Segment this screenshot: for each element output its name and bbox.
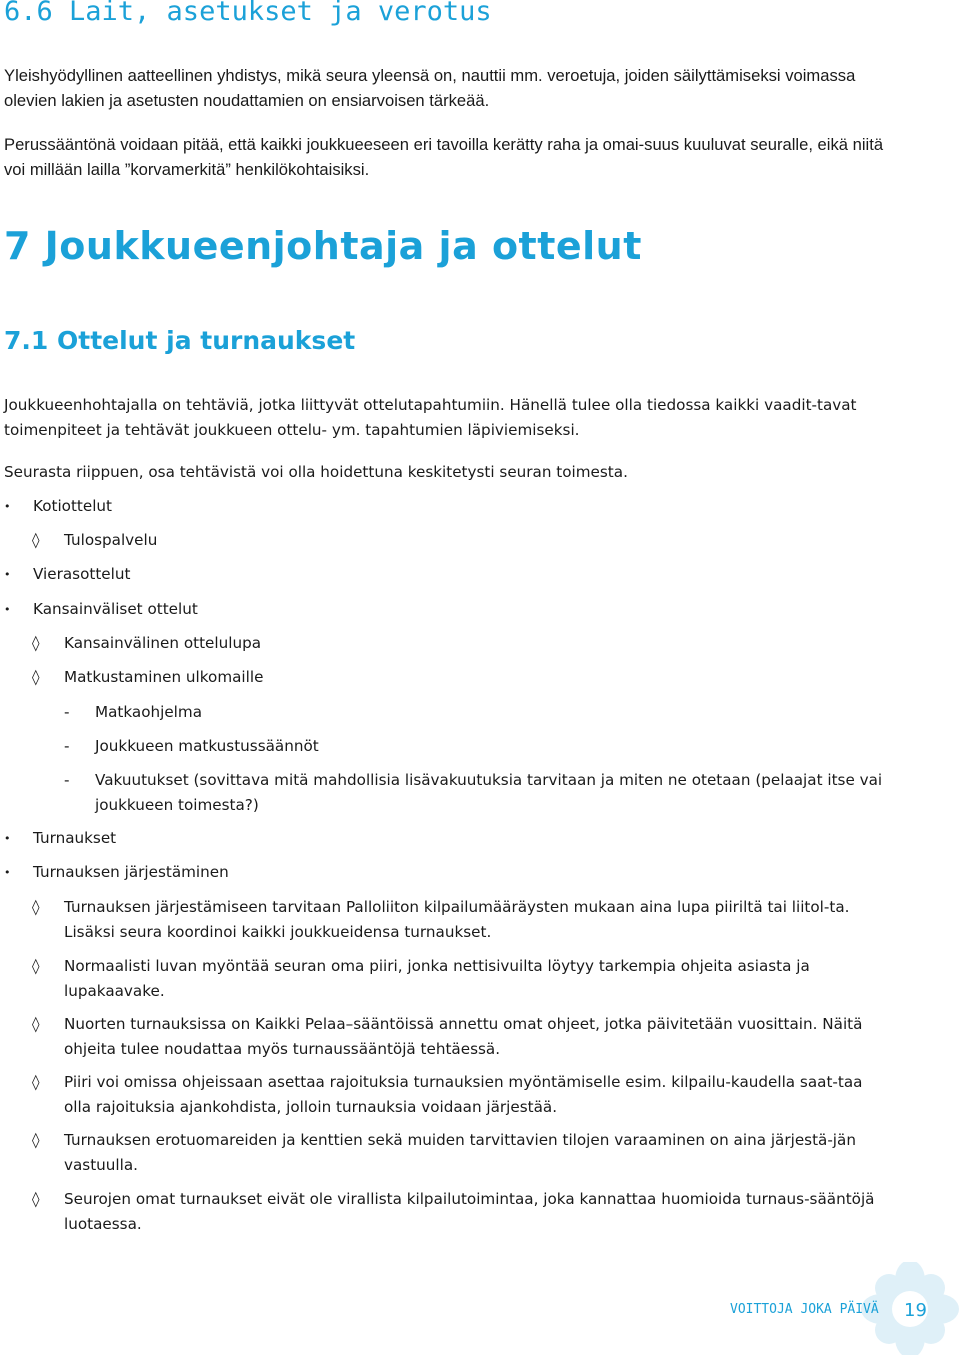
- list-item-label: Turnauksen erotuomareiden ja kenttien sekä muiden tarvittavien tilojen varaaminen on aina järjestä-jän vastuulla.: [64, 1131, 856, 1174]
- list-item: [32, 1128, 884, 1177]
- list-item-label: Matkaohjelma: [95, 703, 203, 721]
- list-item: [64, 768, 894, 817]
- list-item: [4, 562, 904, 587]
- list-item-label: Turnaukset: [33, 829, 117, 847]
- diamond-marker: ◊: [32, 1015, 40, 1033]
- dash-marker: -: [64, 703, 70, 721]
- list-item: [32, 528, 902, 553]
- list-item: [4, 826, 904, 851]
- list-item: [32, 1187, 884, 1236]
- bullet-marker: •: [4, 866, 11, 879]
- chapter-heading: 7 Joukkueenjohtaja ja ottelut: [4, 224, 642, 268]
- list-item-label: Tulospalvelu: [64, 531, 158, 549]
- list-item-label: Normaalisti luvan myöntää seuran oma piiri, jonka nettisivuilta löytyy tarkempia ohjeita asiasta ja lupakaavake.: [64, 957, 810, 1000]
- diamond-marker: ◊: [32, 1131, 40, 1149]
- section-heading: 6.6 Lait, asetukset ja verotus: [4, 0, 492, 27]
- bullet-marker: •: [4, 832, 11, 845]
- intro-paragraph-2: Seurasta riippuen, osa tehtävistä voi olla hoidettuna keskitetysti seuran toimesta.: [4, 463, 628, 481]
- list-item-label: Vierasottelut: [33, 565, 131, 583]
- list-item: [32, 895, 884, 944]
- list-item: [4, 597, 904, 622]
- list-item: [32, 631, 902, 656]
- intro-paragraph: Joukkueenhohtajalla on tehtäviä, jotka liittyvät ottelutapahtumiin. Hänellä tulee olla tiedossa kaikki vaadit-tavat toimenpiteet ja tehtävät joukkueen ottelu- ym. tapahtumien läpiviemiseksi.: [4, 396, 857, 439]
- list-item-label: Matkustaminen ulkomaille: [64, 668, 264, 686]
- list-item: [32, 665, 902, 690]
- bullet-marker: •: [4, 568, 11, 581]
- diamond-marker: ◊: [32, 1073, 40, 1091]
- list-item: [32, 954, 884, 1003]
- list-item: [32, 1070, 884, 1119]
- list-item-label: Kansainvälinen ottelulupa: [64, 634, 262, 652]
- list-item-label: Vakuutukset (sovittava mitä mahdollisia lisävakuutuksia tarvitaan ja miten ne otetaan (pelaajat itse vai joukkueen toimesta?): [95, 771, 883, 814]
- list-item-label: Joukkueen matkustussäännöt: [95, 737, 319, 755]
- dash-marker: -: [64, 771, 70, 789]
- list-item-label: Kotiottelut: [33, 497, 113, 515]
- subsection-heading: 7.1 Ottelut ja turnaukset: [4, 326, 356, 355]
- list-item: [64, 700, 884, 725]
- bullet-marker: •: [4, 500, 11, 513]
- diamond-marker: ◊: [32, 957, 40, 975]
- list-item-label: Turnauksen järjestämiseen tarvitaan Palloliiton kilpailumääräysten mukaan aina lupa piiriltä tai liitol-ta. Lisäksi seura koordinoi kaikki joukkueidensa turnaukset.: [64, 898, 850, 941]
- list-item: [32, 1012, 884, 1061]
- diamond-marker: ◊: [32, 634, 40, 652]
- list-item: [64, 734, 884, 759]
- page-number: 19: [904, 1300, 927, 1321]
- dash-marker: -: [64, 737, 70, 755]
- list-item-label: Turnauksen järjestäminen: [33, 863, 229, 881]
- paragraph-money: Perussääntönä voidaan pitää, että kaikki joukkueeseen eri tavoilla kerätty raha ja omai-suus kuuluvat seuralle, eikä niitä voi millään lailla ”korvamerkitä” henkilökohtaisiksi.: [4, 135, 884, 179]
- list-item-label: Piiri voi omissa ohjeissaan asettaa rajoituksia turnauksien myöntämiselle esim. kilpailu-kaudella saat-taa olla rajoituksia ajankohdista, jolloin turnauksia voidaan järjestää.: [64, 1073, 863, 1116]
- list-item: [4, 860, 904, 885]
- diamond-marker: ◊: [32, 668, 40, 686]
- paragraph-laws: Yleishyödyllinen aatteellinen yhdistys, mikä seura yleensä on, nauttii mm. veroetuja, joiden säilyttämiseksi voimassa olevien lakien ja asetusten noudattamien on ensiarvoisen tärkeää.: [4, 66, 856, 110]
- bullet-marker: •: [4, 603, 11, 616]
- footer-brand: VOITTOJA JOKA PÄIVÄ: [730, 1302, 879, 1317]
- diamond-marker: ◊: [32, 898, 40, 916]
- list-item-label: Kansainväliset ottelut: [33, 600, 198, 618]
- list-item-label: Nuorten turnauksissa on Kaikki Pelaa–sääntöissä annettu omat ohjeet, jotka päivitetään vuosittain. Näitä ohjeita tulee noudattaa myös turnaussääntöjä tehtäessä.: [64, 1015, 863, 1058]
- diamond-marker: ◊: [32, 1190, 40, 1208]
- diamond-marker: ◊: [32, 531, 40, 549]
- list-item: [4, 494, 904, 519]
- list-item-label: Seurojen omat turnaukset eivät ole virallista kilpailutoimintaa, joka kannattaa huomioida turnaus-sääntöjä luotaessa.: [64, 1190, 875, 1233]
